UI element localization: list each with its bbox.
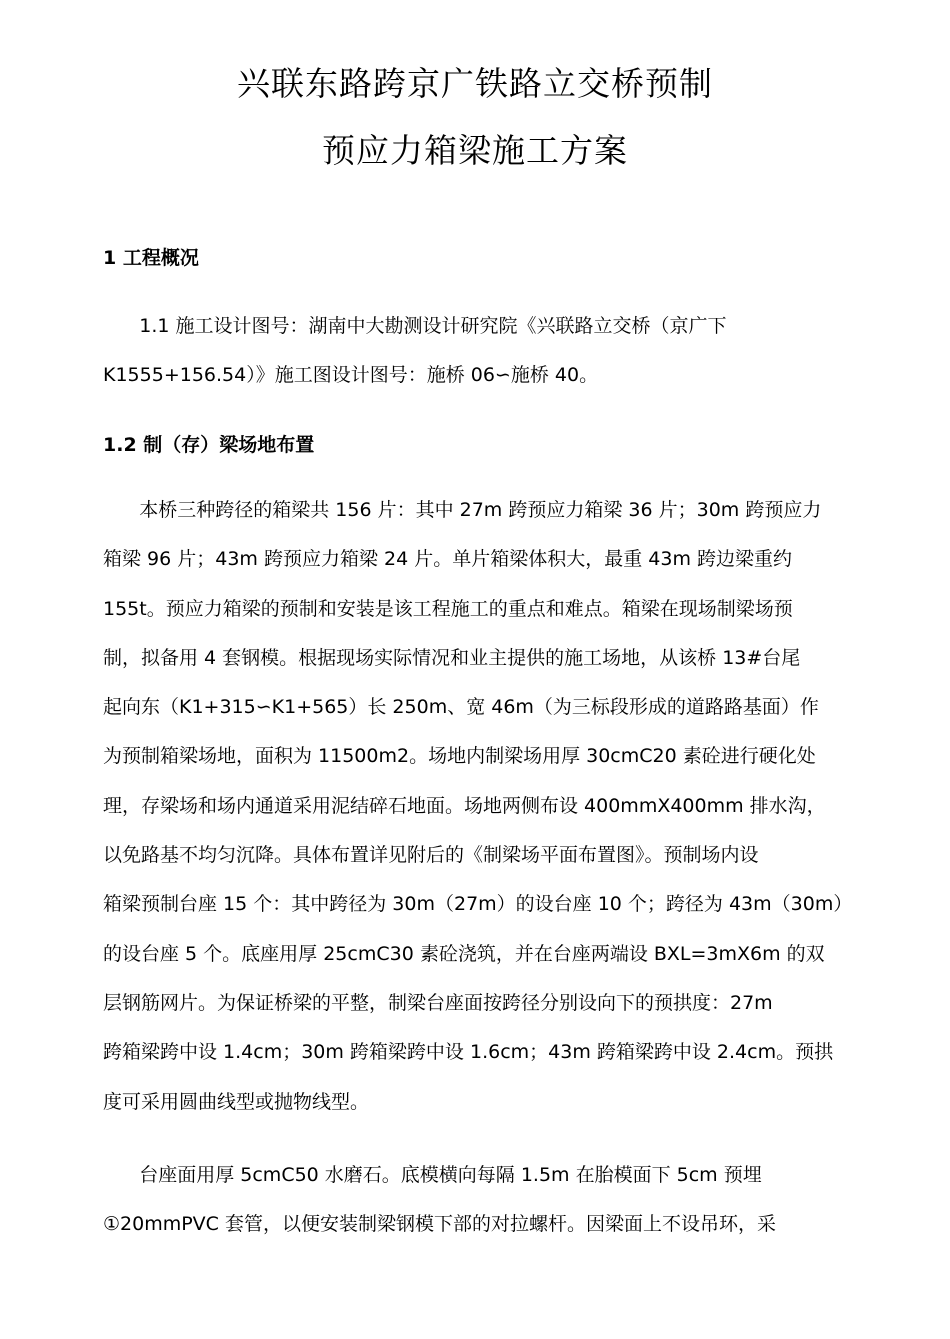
- paragraph-line: 1.1 施工设计图号：湖南中大勘测设计研究院《兴联路立交桥（京广下: [103, 315, 727, 337]
- paragraph-line: 台座面用厚 5cmC50 水磨石。底模横向每隔 1.5m 在胎模面下 5cm 预埋: [103, 1164, 762, 1186]
- section-1-2-heading: 1.2 制（存）梁场地布置: [103, 434, 315, 456]
- document-title-line-1: 兴联东路跨京广铁路立交桥预制: [237, 64, 713, 103]
- paragraph-line: 箱梁 96 片；43m 跨预应力箱梁 24 片。单片箱梁体积大，最重 43m 跨边梁重约: [103, 548, 793, 571]
- paragraph-line: 155t。预应力箱梁的预制和安装是该工程施工的重点和难点。箱梁在现场制梁场预: [103, 597, 793, 620]
- paragraph-line: 起向东（K1+315∽K1+565）长 250m、宽 46m（为三标段形成的道路路基面）作: [103, 696, 819, 719]
- paragraph-line: 层钢筋网片。为保证桥梁的平整，制梁台座面按跨径分别设向下的预拱度：27m: [103, 991, 773, 1014]
- paragraph-line: 的设台座 5 个。底座用厚 25cmC30 素砼浇筑，并在台座两端设 BXL=3mX6m 的双: [103, 942, 825, 965]
- paragraph-line: 箱梁预制台座 15 个：其中跨径为 30m（27m）的设台座 10 个；跨径为 43m（30m）: [103, 893, 853, 916]
- paragraph-line: 为预制箱梁场地，面积为 11500m2。场地内制梁场用厚 30cmC20 素砼进行硬化处: [103, 745, 816, 768]
- section-1-2-paragraph: [103, 486, 915, 1127]
- paragraph-line: 以免路基不均匀沉降。具体布置详见附后的《制梁场平面布置图》。预制场内设: [103, 844, 759, 867]
- paragraph-line: 本桥三种跨径的箱梁共 156 片：其中 27m 跨预应力箱梁 36 片；30m 跨预应力: [103, 499, 822, 521]
- section-1-heading: 1 工程概况: [103, 247, 199, 269]
- document-title-line-2: 预应力箱梁施工方案: [322, 131, 628, 170]
- paragraph-line: 理，存梁场和场内通道采用泥结碎石地面。场地两侧布设 400mmX400mm 排水沟，: [103, 794, 826, 817]
- paragraph-line: 度可采用圆曲线型或抛物线型。: [103, 1090, 370, 1113]
- section-1-2-continued-paragraph: [103, 1151, 915, 1250]
- paragraph-line: ①20mmPVC 套管，以便安装制梁钢模下部的对拉螺杆。因梁面上不设吊环，采: [103, 1213, 776, 1236]
- paragraph-line: 制，拟备用 4 套钢模。根据现场实际情况和业主提供的施工场地，从该桥 13#台尾: [103, 646, 801, 669]
- paragraph-line: 跨箱梁跨中设 1.4cm；30m 跨箱梁跨中设 1.6cm；43m 跨箱梁跨中设 2.4cm。预拱: [103, 1041, 834, 1064]
- paragraph-line: K1555+156.54）》施工图设计图号：施桥 06∽施桥 40。: [103, 364, 599, 387]
- section-1-1-paragraph: [103, 302, 915, 401]
